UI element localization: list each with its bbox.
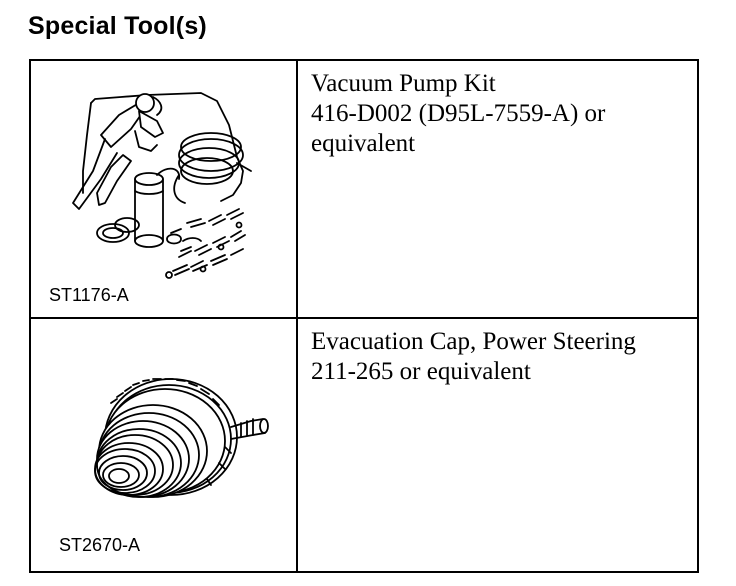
tool-number: 211-265 or equivalent bbox=[311, 358, 531, 385]
tool-ref-label: ST1176-A bbox=[49, 285, 129, 305]
tool-note: equivalent bbox=[311, 130, 416, 157]
tool-name: Vacuum Pump Kit bbox=[311, 70, 496, 97]
tool-ref-label: ST2670-A bbox=[59, 535, 141, 555]
tool-image-cell bbox=[31, 61, 298, 317]
tool-description-cell bbox=[298, 319, 697, 571]
tool-name: Evacuation Cap, Power Steering bbox=[311, 328, 636, 355]
evacuation-cap-icon bbox=[69, 363, 269, 523]
special-tools-table bbox=[29, 59, 699, 573]
vacuum-pump-kit-icon bbox=[61, 75, 261, 285]
tool-row bbox=[31, 319, 697, 571]
tool-image-cell bbox=[31, 319, 298, 571]
tool-number: 416-D002 (D95L-7559-A) or bbox=[311, 100, 606, 127]
tool-row bbox=[31, 61, 697, 319]
tool-description-cell bbox=[298, 61, 697, 317]
section-title: Special Tool(s) bbox=[28, 12, 207, 40]
